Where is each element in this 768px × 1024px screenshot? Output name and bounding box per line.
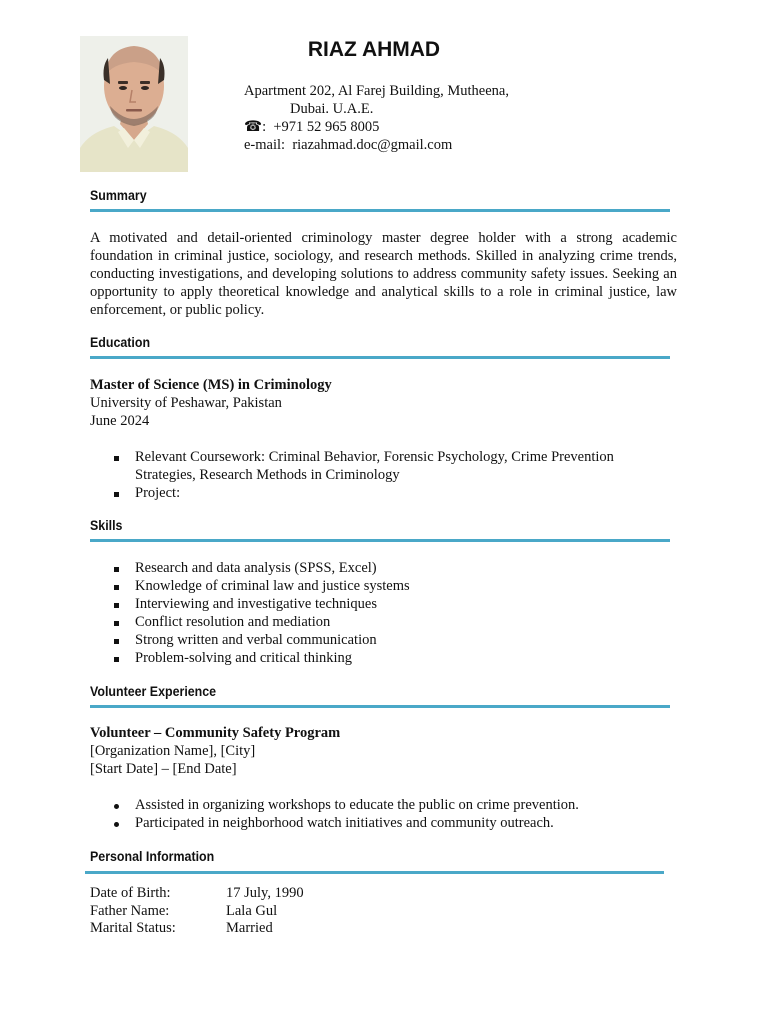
square-bullet-icon bbox=[114, 603, 119, 608]
section-divider bbox=[90, 705, 670, 708]
volunteer-duty: Participated in neighborhood watch initiatives and community outreach. bbox=[135, 815, 554, 831]
volunteer-duty: Assisted in organizing workshops to educate the public on crime prevention. bbox=[135, 797, 579, 813]
project-text: Project: bbox=[135, 485, 181, 501]
list-item bbox=[90, 649, 650, 667]
dob-value: 17 July, 1990 bbox=[226, 885, 304, 901]
section-title-summary: Summary bbox=[90, 188, 147, 203]
email-line bbox=[244, 136, 509, 154]
section-divider bbox=[90, 356, 670, 359]
skill-text: Interviewing and investigative techniques bbox=[135, 596, 377, 612]
list-item bbox=[90, 613, 650, 631]
email-address[interactable]: riazahmad.doc@gmail.com bbox=[292, 137, 453, 153]
section-title-volunteer: Volunteer Experience bbox=[90, 684, 217, 699]
summary-text: A motivated and detail-oriented criminology master degree holder with a strong academic foundation in criminal justice, sociology, and research methods. Skilled in analyzing crime trends, conducting investigations, and developing solutions to address community safety issues. Seeking an opportunity to apply theoretical knowledge and analytical skills to a role in criminal justice, law enforcement, or public policy. bbox=[90, 230, 677, 318]
portrait-image bbox=[80, 36, 188, 172]
volunteer-bullets bbox=[90, 796, 650, 832]
father-name-value: Lala Gul bbox=[226, 902, 278, 919]
volunteer-dates: [Start Date] – [End Date] bbox=[90, 761, 237, 777]
skill-text: Strong written and verbal communication bbox=[135, 632, 377, 648]
candidate-name: RIAZ AHMAD bbox=[307, 38, 441, 61]
education-entry bbox=[90, 376, 332, 430]
father-name-label: Father Name: bbox=[90, 902, 170, 919]
skill-text: Research and data analysis (SPSS, Excel) bbox=[135, 560, 377, 576]
list-item bbox=[90, 559, 650, 577]
section-divider bbox=[90, 539, 670, 542]
section-divider bbox=[85, 871, 664, 874]
marital-status-value: Married bbox=[226, 920, 273, 936]
skill-text: Conflict resolution and mediation bbox=[135, 614, 331, 630]
square-bullet-icon bbox=[114, 621, 119, 626]
address-line-2: Dubai. U.A.E. bbox=[290, 101, 374, 117]
contact-block bbox=[244, 82, 509, 154]
volunteer-entry bbox=[90, 724, 340, 778]
phone-separator: : bbox=[262, 119, 267, 135]
skill-text: Problem-solving and critical thinking bbox=[135, 650, 353, 666]
square-bullet-icon bbox=[114, 657, 119, 662]
address-line-1: Apartment 202, Al Farej Building, Mutheena, bbox=[244, 83, 509, 99]
list-item bbox=[90, 631, 650, 649]
email-label: e-mail: bbox=[244, 137, 286, 153]
round-bullet-icon bbox=[114, 822, 119, 827]
volunteer-org: [Organization Name], [City] bbox=[90, 743, 256, 759]
square-bullet-icon bbox=[114, 567, 119, 572]
table-row bbox=[90, 885, 304, 903]
list-item bbox=[90, 595, 650, 613]
list-item bbox=[90, 484, 650, 502]
marital-status-label: Marital Status: bbox=[90, 920, 176, 936]
graduation-date: June 2024 bbox=[90, 413, 150, 429]
university: University of Peshawar, Pakistan bbox=[90, 395, 282, 411]
phone-number[interactable]: +971 52 965 8005 bbox=[273, 119, 380, 135]
square-bullet-icon bbox=[114, 456, 119, 461]
list-item bbox=[90, 577, 650, 595]
table-row bbox=[90, 903, 304, 921]
telephone-icon: ☎ bbox=[244, 119, 263, 135]
section-title-skills: Skills bbox=[90, 518, 123, 533]
personal-info-table bbox=[90, 885, 304, 938]
degree-title: Master of Science (MS) in Criminology bbox=[90, 377, 332, 393]
list-item bbox=[90, 796, 650, 814]
education-bullets bbox=[90, 448, 650, 502]
dob-label: Date of Birth: bbox=[90, 885, 171, 901]
skills-list bbox=[90, 559, 650, 667]
table-row bbox=[90, 920, 304, 938]
phone-line bbox=[244, 118, 509, 136]
square-bullet-icon bbox=[114, 492, 119, 497]
list-item bbox=[90, 448, 650, 484]
section-title-education: Education bbox=[90, 335, 151, 350]
square-bullet-icon bbox=[114, 585, 119, 590]
profile-photo bbox=[80, 36, 188, 172]
section-title-personal: Personal Information bbox=[90, 849, 215, 864]
list-item bbox=[90, 814, 650, 832]
round-bullet-icon bbox=[114, 804, 119, 809]
square-bullet-icon bbox=[114, 639, 119, 644]
section-divider bbox=[90, 209, 670, 212]
coursework-text: Relevant Coursework: Criminal Behavior, Forensic Psychology, Crime Prevention Strategies, Research Methods in Criminology bbox=[135, 449, 614, 483]
volunteer-title: Volunteer – Community Safety Program bbox=[90, 725, 341, 741]
skill-text: Knowledge of criminal law and justice systems bbox=[135, 578, 410, 594]
